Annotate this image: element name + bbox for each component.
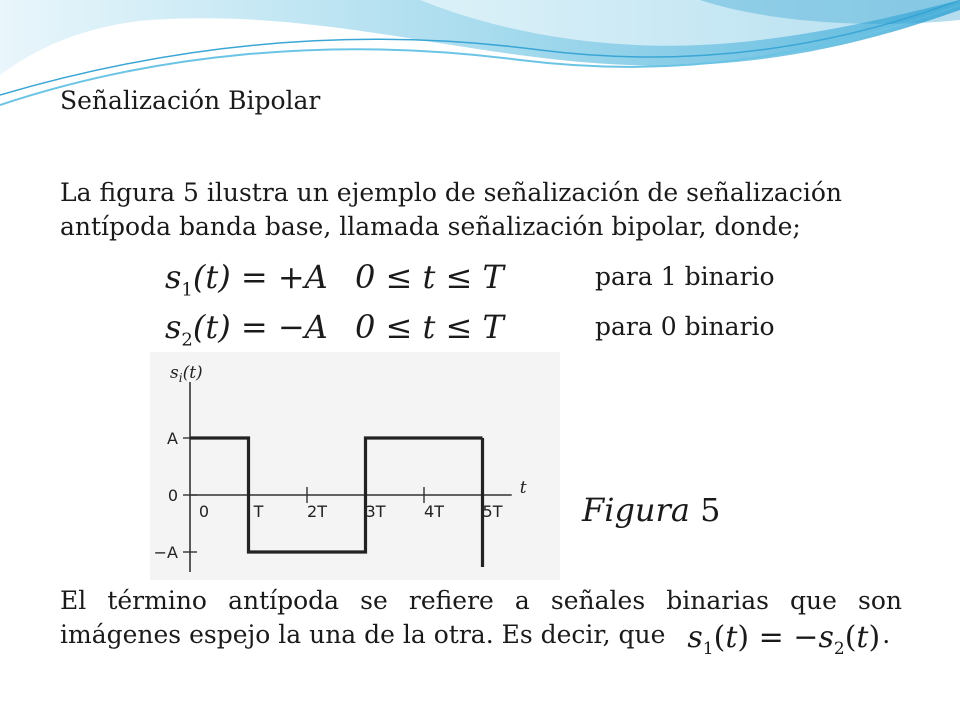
slide-title: Señalización Bipolar bbox=[60, 86, 321, 115]
closing-paragraph: El término antípoda se refiere a señales binarias que son imágenes espejo la una de la otra. Es decir, que $s_1(t) = -s_2(t)$. bbox=[60, 584, 902, 664]
x-tick-label: 2T bbox=[307, 502, 327, 521]
equation-row-1 bbox=[165, 255, 805, 299]
intro-paragraph: La figura 5 ilustra un ejemplo de señalización de señalización antípoda banda base, llamada señalización bipolar, donde; bbox=[60, 178, 842, 241]
x-tick-label: 5T bbox=[482, 502, 503, 521]
x-tick-label: 4T bbox=[424, 502, 444, 521]
y-tick-label: A bbox=[167, 429, 178, 448]
plot-axes bbox=[190, 382, 527, 572]
x-tick-label: 0 bbox=[198, 502, 210, 521]
figure-caption: Figura 5 bbox=[582, 491, 721, 529]
x-tick-label: T bbox=[253, 502, 264, 521]
y-tick-label: 0 bbox=[167, 486, 178, 505]
equation-s1-label: para 1 binario bbox=[595, 262, 775, 291]
y-tick-label: −A bbox=[153, 543, 178, 562]
x-tick-label: 3T bbox=[365, 502, 386, 521]
equation-s1-condition: 0 ≤ t ≤ T bbox=[355, 258, 504, 296]
bipolar-signal-plot bbox=[150, 352, 560, 580]
x-axis-label: t bbox=[519, 478, 527, 498]
equation-s2: $s_2(t) = -A$ bbox=[165, 308, 328, 351]
y-axis-label: $s_i(t)$ bbox=[170, 363, 203, 385]
equation-row-2 bbox=[165, 305, 805, 349]
bipolar-signal-figure bbox=[150, 352, 560, 580]
equation-s1: $s_1(t) = +A$ bbox=[165, 258, 328, 301]
antipodal-relation-equation: $s_1(t) = -s_2(t)$ bbox=[687, 620, 881, 659]
equation-s2-label: para 0 binario bbox=[595, 312, 775, 341]
equation-s2-condition: 0 ≤ t ≤ T bbox=[355, 308, 504, 346]
